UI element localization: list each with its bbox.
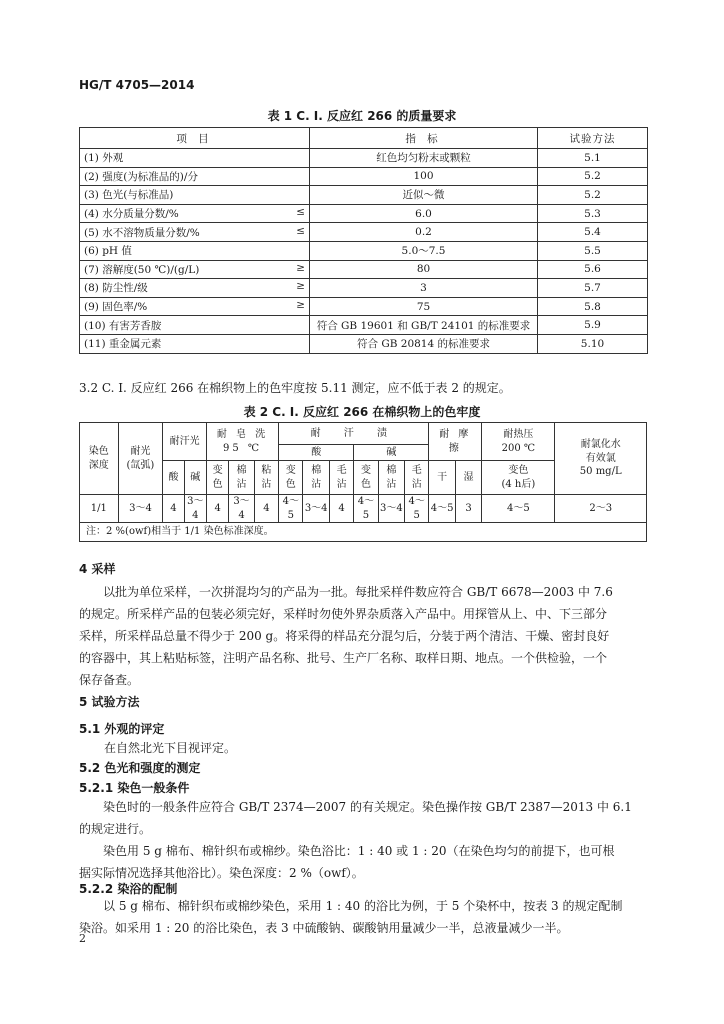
header-soaping [206,423,278,461]
item-label: (5) 水不溶物质量分数/% [84,226,200,239]
comparison-operator: ≤ [296,206,305,219]
table-row [80,279,648,298]
test-method: 5.2 [538,186,648,205]
fastness-value: 4 [206,495,228,523]
header-sweat-light: 耐汗光 [163,423,207,461]
fastness-value: 4～5 [354,495,378,523]
item-cell [80,297,310,316]
fastness-value: 4～5 [482,495,555,523]
test-method: 5.2 [538,167,648,186]
comparison-operator: ≥ [296,261,305,274]
fastness-value: 4 [254,495,278,523]
section-5-2-title: 5.2 色光和强度的测定 [79,761,201,775]
item-cell [80,167,310,186]
header-soap-viscose-stain-text: 粘 沾 [261,465,272,490]
table-row [80,297,648,316]
table2-note: 注：2 %(owf)相当于 1/1 染色标准深度。 [80,523,647,542]
header-light-fastness-text: 耐光 (氙弧) [126,446,155,471]
table-row [80,241,648,260]
clause-3-2: 3.2 C. I. 反应红 266 在棉织物上的色牢度按 5.11 测定，应不低于表 2 的规定。 [79,381,511,395]
index-value: 6.0 [310,204,538,223]
fastness-value: 4～5 [405,495,429,523]
header-soap-cotton-stain [229,461,254,495]
section-4-title: 4 采样 [79,562,116,576]
section-5-2-2-title: 5.2.2 染浴的配制 [79,882,178,896]
index-value: 3 [310,279,538,298]
header-alkali-cotton [378,461,404,495]
comparison-operator: ≤ [296,224,305,237]
header-soap-cotton-stain-text: 棉 沾 [236,465,247,490]
comparison-operator: ≥ [296,299,305,312]
fastness-value: 4～5 [429,495,455,523]
item-label: (9) 固色率/% [84,301,148,314]
index-value: 红色均匀粉末或颗粒 [310,149,538,168]
item-cell [80,186,310,205]
header-chlorinated-water-text: 耐氯化水 有效氯 50 mg/L [579,439,622,478]
item-cell [80,223,310,242]
fastness-value: 2～3 [555,495,647,523]
section-5-1-text: 在自然北光下目视评定。 [104,741,237,755]
standard-code-header: HG/T 4705—2014 [79,78,195,92]
header-heat-change [482,461,555,495]
header-light-fastness [118,423,163,495]
section-5-title: 5 试验方法 [79,695,140,709]
section-4-body [79,581,647,691]
index-value: 5.0～7.5 [310,241,538,260]
index-value: 100 [310,167,538,186]
table-row [80,495,647,523]
fastness-value: 3～4 [229,495,254,523]
item-cell [80,316,310,335]
item-cell [80,149,310,168]
header-perspiration-alkali: 碱 [354,445,429,461]
header-acid-wool-text: 毛 沾 [336,465,347,490]
header-alkali-wool-text: 毛 沾 [411,465,422,490]
fastness-value: 3～4 [118,495,163,523]
test-method: 5.7 [538,279,648,298]
header-soap-change [206,461,228,495]
table2-caption: 表 2 C. I. 反应红 266 在棉织物上的色牢度 [243,405,481,419]
header-perspiration-acid: 酸 [279,445,354,461]
item-label: (6) pH 值 [84,245,132,258]
header-hot-pressing-text: 耐热压 200 ℃ [501,429,536,454]
item-cell [80,279,310,298]
section-5-2-1-body [79,796,647,884]
fastness-value: 4～5 [279,495,303,523]
test-method: 5.1 [538,149,648,168]
header-chlorinated-water [555,423,647,495]
item-label: (8) 防尘性/级 [84,282,148,295]
header-soap-viscose-stain [254,461,278,495]
test-method: 5.5 [538,241,648,260]
section-4-line: 保存备查。 [79,673,140,687]
header-hot-pressing [482,423,555,461]
table-row [80,167,648,186]
section-5-2-1-line: 的规定进行。 [79,822,152,836]
header-acid-cotton-text: 棉 沾 [311,465,322,490]
item-cell [80,260,310,279]
fastness-value: 3～4 [303,495,329,523]
fastness-value: 1/1 [80,495,119,523]
header-dye-depth [80,423,119,495]
section-5-2-1-line: 据实际情况选择其他浴比）。染色深度：2 %（owf）。 [79,866,364,880]
col-header-item: 项 目 [80,128,310,149]
header-alkali-cotton-text: 棉 沾 [386,465,397,490]
section-5-2-1-title: 5.2.1 染色一般条件 [79,781,190,795]
header-soap-change-text: 变 色 [212,465,223,490]
item-label: (3) 色光(与标准品) [84,189,174,202]
comparison-operator: ≥ [296,280,305,293]
item-cell [80,204,310,223]
table-row [80,316,648,335]
table-row [80,204,648,223]
test-method: 5.10 [538,334,648,353]
header-rub-dry: 干 [429,461,455,495]
table1-caption: 表 1 C. I. 反应红 266 的质量要求 [267,109,457,123]
index-value: 符合 GB 20814 的标准要求 [310,334,538,353]
test-method: 5.8 [538,297,648,316]
index-value: 近似～微 [310,186,538,205]
table-row [80,149,648,168]
item-label: (10) 有害芳香胺 [84,319,162,332]
header-sweat-light-acid: 酸 [163,461,184,495]
test-method: 5.4 [538,223,648,242]
header-dye-depth-text: 染色 深度 [88,446,109,471]
col-header-index: 指 标 [310,128,538,149]
item-label: (7) 溶解度(50 ℃)/(g/L) [84,263,200,276]
section-4-line: 采样，所采样品总量不得少于 200 g。将采得的样品充分混匀后，分装于两个清洁、干燥、密封良好 [79,629,610,643]
table-row [80,186,648,205]
table-row [80,334,648,353]
test-method: 5.6 [538,260,648,279]
test-method: 5.9 [538,316,648,335]
quality-requirements-table [79,127,648,354]
header-perspiration: 耐 汗 渍 [279,423,429,445]
index-value: 符合 GB 19601 和 GB/T 24101 的标准要求 [310,316,538,335]
fastness-value: 4 [163,495,184,523]
header-alkali-change-text: 变 色 [360,465,371,490]
section-4-line: 的容器中，其上粘贴标签，注明产品名称、批号、生产厂名称、取样日期、地点。一个供检验，一个 [79,651,608,665]
header-acid-cotton [303,461,329,495]
section-5-1-title: 5.1 外观的评定 [79,722,165,736]
header-rubbing: 耐 摩 擦 [429,423,482,461]
page-number: 2 [79,932,86,945]
section-5-2-1-line: 染色用 5 g 棉布、棉针织布或棉纱。染色浴比：1 : 40 或 1 : 20（在染色均匀的前提下，也可根 [103,844,615,858]
item-cell [80,241,310,260]
header-soaping-text: 耐 皂 洗 95 ℃ [216,429,269,454]
item-label: (1) 外观 [84,152,124,165]
header-acid-wool [329,461,353,495]
table-row [80,223,648,242]
header-acid-change [279,461,303,495]
item-label: (4) 水分质量分数/% [84,208,179,221]
item-cell [80,334,310,353]
header-alkali-wool [405,461,429,495]
section-5-2-2-line: 以 5 g 棉布、棉针织布或棉纱染色，采用 1 : 40 的浴比为例，于 5 个染杯中，按表 3 的规定配制 [103,899,623,913]
index-value: 0.2 [310,223,538,242]
item-label: (11) 重金属元素 [84,338,162,351]
header-acid-change-text: 变 色 [285,465,296,490]
index-value: 80 [310,260,538,279]
table-row [80,260,648,279]
fastness-value: 4 [329,495,353,523]
item-label: (2) 强度(为标准品的)/分 [84,170,198,183]
index-value: 75 [310,297,538,316]
header-sweat-light-alkali: 碱 [184,461,206,495]
section-5-2-2-line: 染浴。如采用 1 : 20 的浴比染色，表 3 中硫酸钠、碳酸钠用量减少一半，总液量减少一半。 [79,921,569,935]
fastness-value: 3 [455,495,481,523]
section-4-line: 的规定。所采样产品的包装必须完好，采样时勿使外界杂质落入产品中。用探管从上、中、下三部分 [79,607,608,621]
header-rub-wet: 湿 [455,461,481,495]
section-5-2-2-body [79,895,647,939]
section-4-line: 以批为单位采样，一次拼混均匀的产品为一批。每批采样件数应符合 GB/T 6678—2003 中 7.6 [103,585,613,599]
test-method: 5.3 [538,204,648,223]
fastness-value: 3～4 [184,495,206,523]
fastness-value: 3～4 [378,495,404,523]
header-heat-change-text: 变色 (4 h后) [501,465,536,490]
col-header-method: 试验方法 [538,128,648,149]
table-header-row [80,128,648,149]
color-fastness-table [79,422,647,542]
header-alkali-change [354,461,378,495]
section-5-2-1-line: 染色时的一般条件应符合 GB/T 2374—2007 的有关规定。染色操作按 GB/T 2387—2013 中 6.1 [103,800,632,814]
